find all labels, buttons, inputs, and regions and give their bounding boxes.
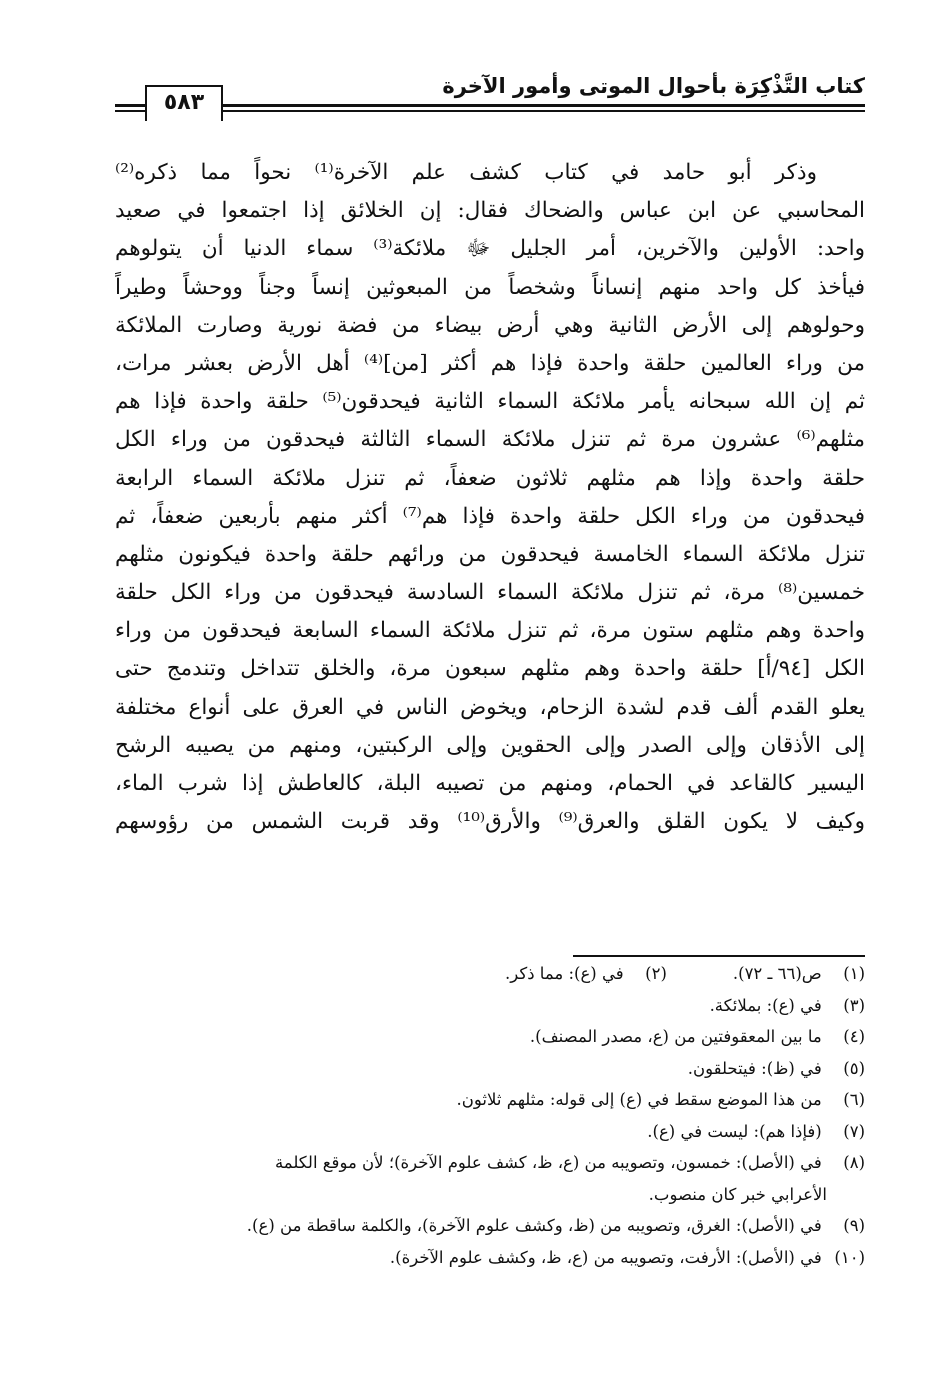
footnote-text: في (ع): بملائكة. — [709, 995, 822, 1015]
body-line: حلقة واحدة وإذا هم مثلهم ثلاثون ضعفاً، ثم تنزل ملائكة السماء الرابعة — [115, 465, 865, 491]
footnote-number: (٢) — [645, 964, 667, 983]
body-line: يعلو القدم ألف قدم لشدة الزحام، ويخوض الناس في العرق على أنواع مختلفة — [115, 694, 865, 720]
body-line: وكيف لا يكون القلق والعرق⁽⁹⁾ والأرق⁽¹⁰⁾ وقد قربت الشمس من رؤوسهم — [115, 809, 865, 835]
footnote-separator — [573, 955, 865, 957]
running-title: كتاب التَّذْكِرَة بأحوال الموتى وأمور الآخرة — [442, 74, 865, 98]
footnote-row — [115, 1242, 865, 1274]
body-line: المحاسبي عن ابن عباس والضحاك فقال: إن الخلائق إذا اجتمعوا في صعيد — [115, 198, 865, 224]
footnote-row — [115, 1147, 865, 1179]
page-number: ٥٨٣ — [145, 85, 223, 121]
body-line: وذكر أبو حامد في كتاب كشف علم الآخرة⁽¹⁾ نحواً مما ذكره⁽²⁾ — [115, 160, 817, 185]
header-rule-left-thin — [115, 110, 145, 112]
footnote-text: في (الأصل): خمسون، وتصويبه من (ع، ظ، كشف علوم الآخرة)؛ لأن موقع الكلمة — [274, 1153, 822, 1172]
footnote-row — [115, 958, 865, 990]
footnote-text: في (الأصل): الأرفت، وتصويبه من (ع، ظ، وكشف علوم الآخرة). — [389, 1247, 822, 1267]
header-rule-thick — [223, 104, 865, 107]
footnote-row — [115, 990, 865, 1022]
body-line: فيأخذ كل واحد منهم إنساناً وشخصاً من المبعوثين إنساً وجناً ووحشاً وطيراً — [115, 274, 865, 300]
body-line: الكل [٩٤/أ] حلقة واحدة وهم مثلهم سبعون مرة، والخلق تتداخل وتندمج حتى — [115, 656, 865, 682]
header-rule-thin — [223, 110, 865, 112]
body-line: واحد: الأولين والآخرين، أمر الجليل ﷻ ملائكة⁽³⁾ سماء الدنيا أن يتولوهم — [115, 236, 865, 262]
footnotes — [115, 958, 865, 1273]
body-line: واحدة وهم مثلهم ستون مرة، ثم تنزل ملائكة السماء السابعة فيحدقون من وراء — [115, 618, 865, 644]
footnote-row — [115, 1210, 865, 1242]
footnote-number: (٨) — [843, 1153, 865, 1172]
body-line: ثم إن الله سبحانه يأمر ملائكة السماء الثانية فيحدقون⁽⁵⁾ حلقة واحدة فإذا هم — [115, 389, 865, 415]
body-line: فيحدقون من وراء الكل حلقة واحدة فإذا هم⁽⁷⁾ أكثر منهم بأربعين ضعفاً، ثم — [115, 503, 865, 529]
body-line: مثلهم⁽⁶⁾ عشرون مرة ثم تنزل ملائكة السماء الثالثة فيحدقون من وراء الكل — [115, 427, 865, 453]
footnote-number: (٤) — [843, 1027, 865, 1046]
footnote-text: في (الأصل): الغرق، وتصويبه من (ظ، وكشف علوم الآخرة)، والكلمة ساقطة من (ع). — [246, 1216, 822, 1235]
footnote-number: (٣) — [843, 995, 865, 1015]
body-line: خمسين⁽⁸⁾ مرة، ثم تنزل ملائكة السماء السادسة فيحدقون من وراء الكل حلقة — [115, 580, 865, 606]
footnote-row — [115, 1053, 865, 1085]
header-rule-left-thick — [115, 104, 145, 107]
footnote-text: ص(٦٦ ـ ٧٢). — [732, 964, 822, 983]
body-line: وحولوهم إلى الأرض الثانية وهي أرض بيضاء من فضة نورية وصارت الملائكة — [115, 312, 865, 338]
footnote-number: (١٠) — [834, 1247, 865, 1267]
footnote-row — [115, 1116, 865, 1148]
footnote-text: في (ظ): فيتحلقون. — [687, 1058, 822, 1078]
footnote-text: في (ع): مما ذكر. — [505, 964, 624, 983]
footnote-text: من هذا الموضع سقط في (ع) إلى قوله: مثلهم ثلاثون. — [456, 1090, 822, 1109]
footnote-number: (٥) — [843, 1058, 865, 1078]
footnote-text: ما بين المعقوفتين من (ع، مصدر المصنف). — [529, 1027, 822, 1046]
footnote-number: (٩) — [843, 1216, 865, 1235]
footnote-number: (١) — [843, 964, 865, 983]
body-text — [115, 154, 865, 841]
footnote-row — [115, 1084, 865, 1116]
footnote-number: (٦) — [843, 1090, 865, 1109]
footnote-number: (٧) — [843, 1121, 865, 1141]
footnote-text: (فإذا هم): ليست في (ع). — [647, 1121, 822, 1141]
footnote-continuation: الأعرابي خبر كان منصوب. — [648, 1184, 827, 1204]
body-line: اليسير كالقاعد في الحمام، ومنهم من تصيبه البلة، كالعاطش إذا شرب الماء، — [115, 771, 865, 796]
footnote-secondary — [505, 958, 667, 989]
footnote-row — [115, 1021, 865, 1053]
body-line: من وراء العالمين حلقة واحدة فإذا هم أكثر [من]⁽⁴⁾ أهل الأرض بعشر مرات، — [115, 350, 865, 376]
body-line: إلى الأذقان وإلى الصدر وإلى الحقوين وإلى الركبتين، ومنهم من يصيبه الرشح — [115, 732, 865, 758]
body-line: تنزل ملائكة السماء الخامسة فيحدقون من ورائهم حلقة واحدة فيكونون مثلهم — [115, 541, 865, 567]
